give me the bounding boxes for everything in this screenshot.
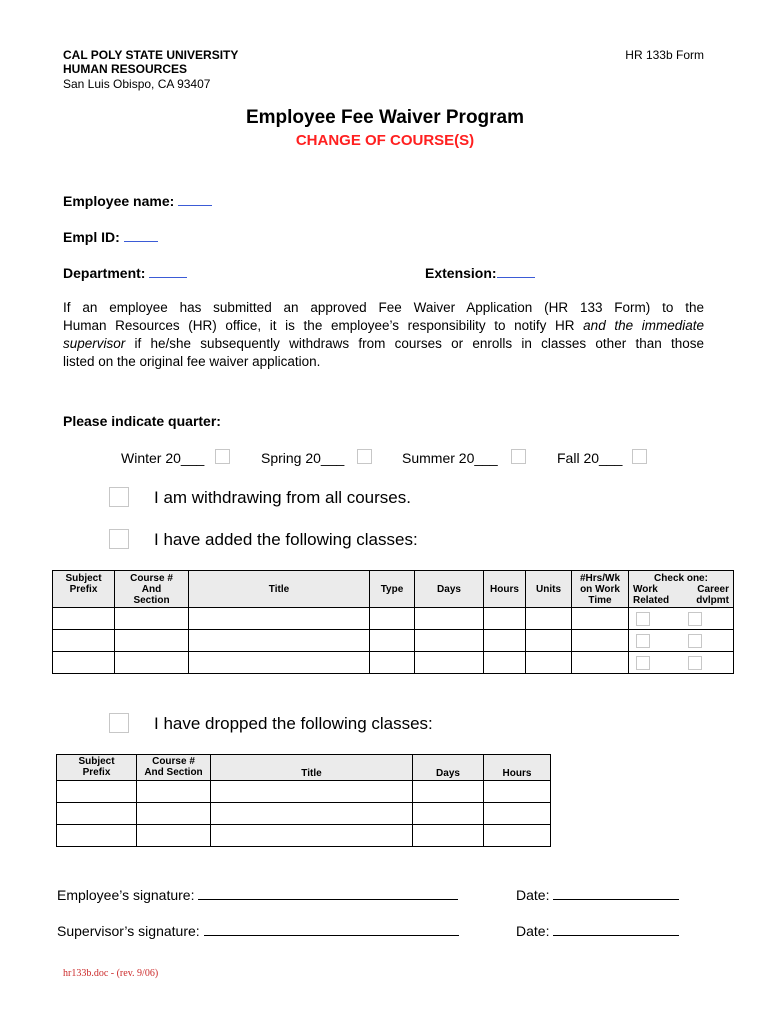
work-related-checkbox[interactable] <box>636 656 650 670</box>
instructions-line-2: Human Resources (HR) office, it is the employee’s responsibility to notify HR and the immediate <box>63 318 704 333</box>
cell-subject[interactable] <box>53 652 115 674</box>
employee-signature-field <box>57 886 458 903</box>
table-row <box>57 803 551 825</box>
work-related-checkbox[interactable] <box>636 612 650 626</box>
dropped-classes-label: I have dropped the following classes: <box>154 714 433 733</box>
cell-days[interactable] <box>415 608 484 630</box>
table-row <box>57 825 551 847</box>
employee-name-input[interactable] <box>178 191 212 206</box>
supervisor-signature-line[interactable] <box>204 922 459 936</box>
cell-title[interactable] <box>189 630 370 652</box>
cell-course[interactable] <box>137 781 211 803</box>
supervisor-date-field <box>516 922 679 939</box>
quarter-summer-label: Summer 20___ <box>402 450 498 466</box>
instructions-line-4: listed on the original fee waiver application. <box>63 354 321 369</box>
instructions-line-3: supervisor if he/she subsequently withdraws from courses or enrolls in classes other than those <box>63 336 704 351</box>
cell-type[interactable] <box>370 630 415 652</box>
cell-hours[interactable] <box>484 652 526 674</box>
quarter-spring-checkbox[interactable] <box>357 449 372 464</box>
cell-hours[interactable] <box>484 825 551 847</box>
cell-days[interactable] <box>415 652 484 674</box>
table-row <box>53 608 734 630</box>
cell-check-one <box>629 630 734 652</box>
employee-name-label: Employee name: <box>63 193 175 209</box>
cell-check-one <box>629 608 734 630</box>
employee-signature-line[interactable] <box>198 886 458 900</box>
withdraw-all-checkbox[interactable] <box>109 487 129 507</box>
cell-units[interactable] <box>526 652 572 674</box>
cell-course[interactable] <box>115 630 189 652</box>
header-career-development: Career dvlpmt <box>696 584 729 606</box>
cell-check-one <box>629 652 734 674</box>
header-subject-prefix: Subject Prefix <box>53 571 115 608</box>
instructions-paragraph <box>63 299 704 371</box>
cell-units[interactable] <box>526 608 572 630</box>
cell-hrs-wk[interactable] <box>572 608 629 630</box>
supervisor-signature-field <box>57 922 459 939</box>
cell-hrs-wk[interactable] <box>572 652 629 674</box>
quarter-fall-checkbox[interactable] <box>632 449 647 464</box>
added-classes-checkbox[interactable] <box>109 529 129 549</box>
page-subtitle: CHANGE OF COURSE(S) <box>295 132 475 149</box>
added-classes-label: I have added the following classes: <box>154 530 418 549</box>
header-hrs-per-week: #Hrs/Wk on Work Time <box>572 571 629 608</box>
address: San Luis Obispo, CA 93407 <box>63 77 211 91</box>
cell-hrs-wk[interactable] <box>572 630 629 652</box>
dropped-classes-table <box>56 754 551 847</box>
cell-subject[interactable] <box>57 825 137 847</box>
form-number: HR 133b Form <box>625 48 704 62</box>
extension-field <box>425 263 535 281</box>
header-course-section: Course # And Section <box>137 755 211 781</box>
cell-units[interactable] <box>526 630 572 652</box>
quarter-winter-checkbox[interactable] <box>215 449 230 464</box>
cell-days[interactable] <box>415 630 484 652</box>
employee-date-label: Date: <box>516 887 550 903</box>
supervisor-date-line[interactable] <box>553 922 679 936</box>
header-units: Units <box>526 571 572 608</box>
cell-type[interactable] <box>370 652 415 674</box>
extension-label: Extension: <box>425 265 497 281</box>
cell-hours[interactable] <box>484 781 551 803</box>
employee-date-field <box>516 886 679 903</box>
empl-id-field <box>63 227 158 245</box>
quarter-label: Please indicate quarter: <box>63 413 221 429</box>
cell-hours[interactable] <box>484 630 526 652</box>
extension-input[interactable] <box>497 263 535 278</box>
cell-hours[interactable] <box>484 803 551 825</box>
header-hours: Hours <box>484 571 526 608</box>
cell-subject[interactable] <box>53 630 115 652</box>
header-title: Title <box>189 571 370 608</box>
cell-days[interactable] <box>413 781 484 803</box>
cell-course[interactable] <box>137 825 211 847</box>
career-development-checkbox[interactable] <box>688 634 702 648</box>
quarter-summer-checkbox[interactable] <box>511 449 526 464</box>
cell-subject[interactable] <box>53 608 115 630</box>
header-type: Type <box>370 571 415 608</box>
table-row <box>53 652 734 674</box>
cell-course[interactable] <box>137 803 211 825</box>
career-development-checkbox[interactable] <box>688 612 702 626</box>
added-classes-table <box>52 570 734 674</box>
department-label: Department: <box>63 265 146 281</box>
employee-date-line[interactable] <box>553 886 679 900</box>
cell-title[interactable] <box>189 608 370 630</box>
cell-subject[interactable] <box>57 781 137 803</box>
employee-name-field <box>63 191 212 209</box>
cell-hours[interactable] <box>484 608 526 630</box>
cell-days[interactable] <box>413 825 484 847</box>
header-subject-prefix: Subject Prefix <box>57 755 137 781</box>
page-title: Employee Fee Waiver Program <box>245 107 525 128</box>
table-row <box>57 781 551 803</box>
header-hours: Hours <box>484 755 551 781</box>
document-footer: hr133b.doc - (rev. 9/06) <box>63 968 159 979</box>
header-check-one: Check one: Work Related Career dvlpmt <box>629 571 734 608</box>
career-development-checkbox[interactable] <box>688 656 702 670</box>
department-name: HUMAN RESOURCES <box>63 62 188 76</box>
header-course-section: Course # And Section <box>115 571 189 608</box>
empl-id-label: Empl ID: <box>63 229 120 245</box>
added-table-header-row <box>53 571 734 608</box>
instructions-line-1: If an employee has submitted an approved Fee Waiver Application (HR 133 Form) to the <box>63 300 704 315</box>
cell-course[interactable] <box>115 652 189 674</box>
quarter-winter-label: Winter 20___ <box>121 450 205 466</box>
work-related-checkbox[interactable] <box>636 634 650 648</box>
dropped-classes-checkbox[interactable] <box>109 713 129 733</box>
empl-id-input[interactable] <box>124 227 158 242</box>
header-days: Days <box>415 571 484 608</box>
cell-days[interactable] <box>413 803 484 825</box>
cell-type[interactable] <box>370 608 415 630</box>
department-field <box>63 263 187 281</box>
supervisor-date-label: Date: <box>516 923 550 939</box>
department-input[interactable] <box>149 263 187 278</box>
employee-signature-label: Employee’s signature: <box>57 887 195 903</box>
cell-title[interactable] <box>211 803 413 825</box>
header-work-related: Work Related <box>633 584 670 606</box>
withdraw-all-label: I am withdrawing from all courses. <box>154 488 411 507</box>
quarter-spring-label: Spring 20___ <box>261 450 345 466</box>
table-row <box>53 630 734 652</box>
header-days: Days <box>413 755 484 781</box>
supervisor-signature-label: Supervisor’s signature: <box>57 923 200 939</box>
dropped-table-header-row <box>57 755 551 781</box>
cell-title[interactable] <box>211 781 413 803</box>
cell-title[interactable] <box>211 825 413 847</box>
cell-course[interactable] <box>115 608 189 630</box>
cell-title[interactable] <box>189 652 370 674</box>
header-title: Title <box>211 755 413 781</box>
quarter-fall-label: Fall 20___ <box>557 450 623 466</box>
university-name: CAL POLY STATE UNIVERSITY <box>63 48 239 62</box>
cell-subject[interactable] <box>57 803 137 825</box>
